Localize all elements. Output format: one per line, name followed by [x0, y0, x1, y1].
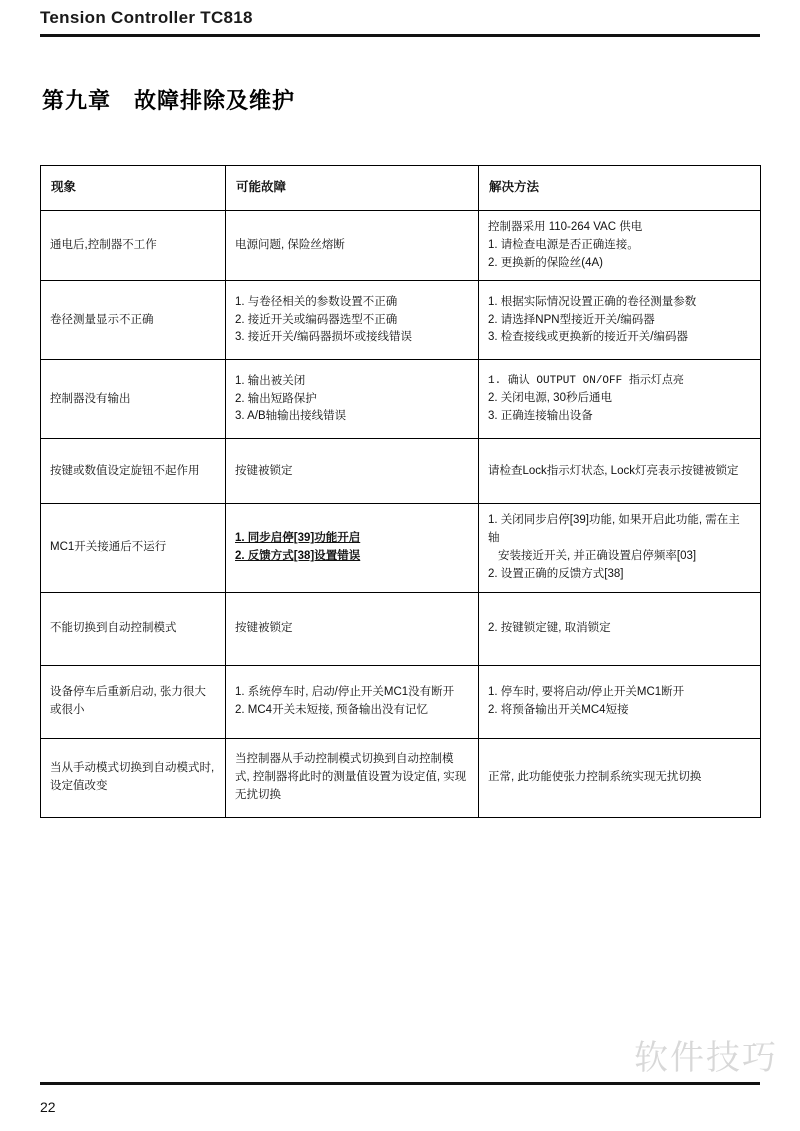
table-row: [41, 211, 761, 281]
cause-line: 式, 控制器将此时的测量值设置为设定值, 实现: [235, 770, 467, 783]
cell-solution: [479, 211, 761, 281]
cell-symptom: MC1开关接通后不运行: [41, 504, 226, 592]
cause-line: 按键被锁定: [235, 621, 293, 634]
cause-line: 3. A/B轴输出接线错误: [235, 410, 347, 423]
cause-line: 当控制器从手动控制模式切换到自动控制模: [235, 752, 454, 765]
table-row: [41, 738, 761, 817]
cause-line: 1. 与卷径相关的参数设置不正确: [235, 295, 398, 308]
table-row: [41, 504, 761, 592]
solution-line: 2. 关闭电源, 30秒后通电: [488, 392, 612, 405]
column-header-cause: 可能故障: [226, 166, 479, 211]
cell-solution: [479, 504, 761, 592]
solution-line: 1. 停车时, 要将启动/停止开关MC1断开: [488, 685, 685, 698]
cell-symptom: 设备停车后重新启动, 张力很大或很小: [41, 665, 226, 738]
cell-symptom: 控制器没有输出: [41, 360, 226, 439]
cell-cause: [226, 738, 479, 817]
solution-line: 1. 请检查电源是否正确连接。: [488, 238, 639, 251]
solution-line: 2. 更换新的保险丝(4A): [488, 256, 604, 269]
cause-line: 电源问题, 保险丝熔断: [235, 238, 345, 251]
chapter-title: 第九章 故障排除及维护: [42, 88, 296, 113]
solution-line: 1. 确认 OUTPUT ON/OFF 指示灯点亮: [488, 375, 684, 388]
cause-line: 无扰切换: [235, 788, 281, 801]
cell-solution: [479, 592, 761, 665]
solution-line: 请检查Lock指示灯状态, Lock灯亮表示按键被锁定: [488, 464, 739, 477]
header-divider: [40, 34, 760, 37]
watermark-text: 软件技巧: [634, 1039, 778, 1077]
cell-cause: [226, 281, 479, 360]
table-row: [41, 665, 761, 738]
solution-line: 2. 请选择NPN型接近开关/编码器: [488, 313, 655, 326]
solution-line: 正常, 此功能使张力控制系统实现无扰切换: [488, 770, 702, 783]
cell-symptom: 不能切换到自动控制模式: [41, 592, 226, 665]
fault-table-container: [40, 165, 760, 818]
cell-symptom: 卷径测量显示不正确: [41, 281, 226, 360]
solution-line: 2. 设置正确的反馈方式[38]: [488, 567, 624, 580]
cell-cause: [226, 592, 479, 665]
cell-cause: [226, 504, 479, 592]
table-header-row: [41, 166, 761, 211]
cause-line: 2. 输出短路保护: [235, 392, 317, 405]
solution-line: 安装接近开关, 并正确设置启停频率[03]: [498, 550, 697, 563]
cell-solution: [479, 665, 761, 738]
footer-divider: [40, 1082, 760, 1085]
cause-line: 1. 输出被关闭: [235, 374, 306, 387]
header-title: Tension Controller TC818: [40, 8, 253, 27]
solution-line: 2. 按键锁定键, 取消锁定: [488, 621, 611, 634]
solution-line: 1. 根据实际情况设置正确的卷径测量参数: [488, 295, 697, 308]
cell-cause: [226, 360, 479, 439]
cell-solution: [479, 281, 761, 360]
cause-line: 1. 系统停车时, 启动/停止开关MC1没有断开: [235, 685, 455, 698]
cell-solution: [479, 360, 761, 439]
cell-solution: [479, 439, 761, 504]
cell-solution: [479, 738, 761, 817]
solution-line: 2. 将预备输出开关MC4短接: [488, 703, 629, 716]
column-header-solution: 解决方法: [479, 166, 761, 211]
cell-symptom: 通电后,控制器不工作: [41, 211, 226, 281]
table-row: [41, 360, 761, 439]
troubleshooting-table: [40, 165, 761, 818]
cause-line: 2. 反馈方式[38]设置错误: [235, 550, 361, 563]
cell-cause: [226, 211, 479, 281]
solution-line: 3. 正确连接输出设备: [488, 409, 593, 422]
cause-line: 2. 接近开关或编码器选型不正确: [235, 313, 398, 326]
cause-line: 1. 同步启停[39]功能开启: [235, 532, 361, 545]
cell-cause: [226, 439, 479, 504]
cell-symptom: 当从手动模式切换到自动模式时, 设定值改变: [41, 738, 226, 817]
solution-line: 控制器采用 110-264 VAC 供电: [488, 221, 643, 233]
cause-line: 按键被锁定: [235, 464, 293, 477]
table-row: [41, 592, 761, 665]
cell-symptom: 按键或数值设定旋钮不起作用: [41, 439, 226, 504]
table-row: [41, 281, 761, 360]
cause-line: 3. 接近开关/编码器损坏或接线错误: [235, 331, 412, 344]
page-number: 22: [40, 1099, 56, 1115]
column-header-symptom: 现象: [41, 166, 226, 211]
cause-line: 2. MC4开关未短接, 预备输出没有记忆: [235, 703, 428, 716]
solution-line: 1. 关闭同步启停[39]功能, 如果开启此功能, 需在主轴: [488, 514, 740, 545]
table-row: [41, 439, 761, 504]
cell-cause: [226, 665, 479, 738]
page-header: [40, 8, 760, 37]
solution-line: 3. 检查接线或更换新的接近开关/编码器: [488, 331, 688, 344]
